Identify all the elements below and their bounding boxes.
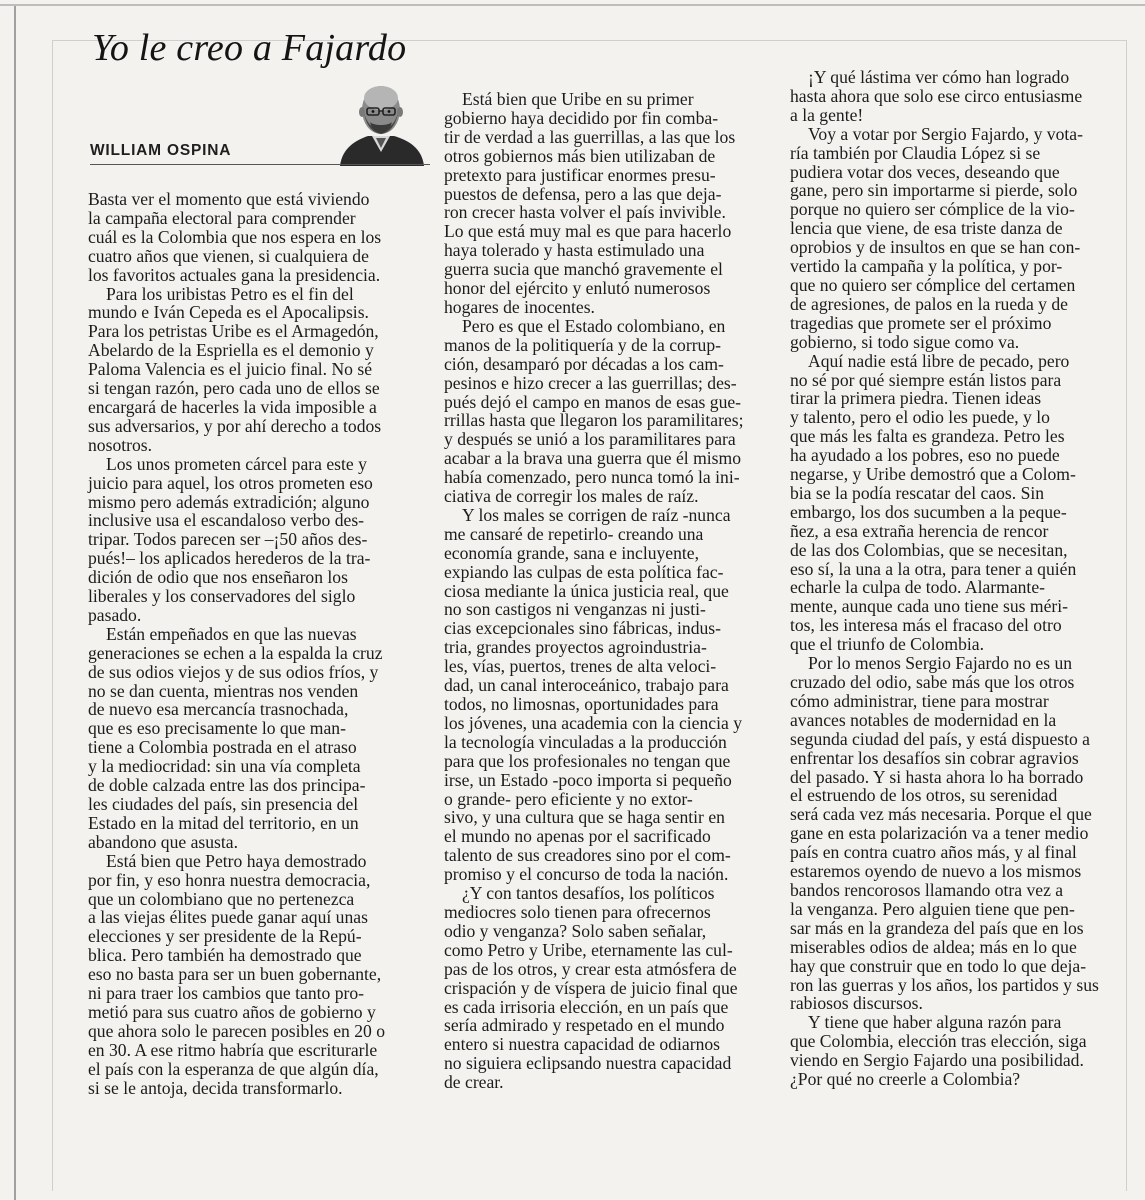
column-3 bbox=[790, 68, 1126, 1089]
paragraph: Pero es que el Estado colombiano, en manos de la politiquería y de la corrup- ción, desamparó por décadas a los cam- pesinos e hizo crecer a las guerrillas; des- pués dejó el campo en manos de esas gue- rrillas hasta que llegaron los paramilitares; y después se unió a los paramilitares para acabar a la brava una guerra que él mismo había comenzado, pero nunca tomó la ini- ciativa de corregir los males de raíz. bbox=[444, 315, 744, 507]
paragraph: Está bien que Uribe en su primer gobierno haya decidido por fin comba- tir de verdad a las guerrillas, a las que los otros gobiernos más bien utilizaban de pretexto para justificar enormes presu- puestos de defensa, pero a las que deja- ron crecer hasta volver el país invivible. Lo que está muy mal es que para hacerlo haya tolerado y hasta estimulado una guerra sucia que manchó gravemente el honor del ejército y enlutó numerosos hogares de inocentes. bbox=[444, 89, 736, 317]
paragraph: Por lo menos Sergio Fajardo no es un cruzado del odio, sabe más que los otros cómo administrar, tiene para mostrar avances notables de modernidad en la segunda ciudad del país, y está dispuesto a enfrentar los desafíos sin cobrar agravios del pasado. Y si hasta ahora lo ha borrado el estruendo de los otros, su serenidad será cada vez más necesaria. Porque el que gane en esta polarización va a tener medio país en contra cuatro años más, y al final estaremos oyendo de nuevo a los mismos bandos rencorosos llamando otra vez a la venganza. Pero alguien tiene que pen- sar más en la grandeza del país que en los miserables odios de aldea; más en lo que hay que construir que en todo lo que deja- ron las guerras y los años, los partidos y sus rabiosos discursos. bbox=[790, 653, 1099, 1014]
paragraph: Basta ver el momento que está viviendo la campaña electoral para comprender cuál es la Colombia que nos espera en los cuatro años que vienen, si cualquiera de los favoritos actuales gana la presidencia. bbox=[88, 189, 382, 285]
top-border bbox=[0, 4, 1145, 6]
left-border bbox=[14, 6, 16, 1200]
paragraph: Y tiene que haber alguna razón para que Colombia, elección tras elección, siga viendo en Sergio Fajardo una posibilidad. ¿Por qué no creerle a Colombia? bbox=[790, 1012, 1087, 1090]
author-name: WILLIAM OSPINA bbox=[90, 142, 232, 159]
column-1 bbox=[88, 190, 424, 1098]
paragraph: Los unos prometen cárcel para este y juicio para aquel, los otros prometen eso mismo pero además extradición; alguno inclusive usa el escandaloso verbo des- tripar. Todos parecen ser –¡50 años des- pués!– los aplicados herederos de la tra- dición de odio que nos enseñaron los liberales y los conservadores del siglo pasado. bbox=[88, 453, 373, 625]
author-portrait bbox=[332, 78, 430, 166]
paragraph: Aquí nadie está libre de pecado, pero no sé por qué siempre están listos para tirar la primera piedra. Tienen ideas y talento, pero el odio les puede, y lo que más les falta es grandeza. Petro les ha ayudado a los pobres, eso no puede negarse, y Uribe demostró que a Colom- bia se la podía rescatar del caos. Sin embargo, los dos sucumben a la peque- ñez, a esa extraña herencia de rencor de las dos Colombias, que se necesitan, eso sí, la una a la otra, para tener a quién echarle la culpa de todo. Alarmante- mente, aunque cada uno tiene sus méri- tos, les interesa más el fracaso del otro que el triunfo de Colombia. bbox=[790, 350, 1077, 655]
paragraph: Y los males se corrigen de raíz -nunca me cansaré de repetirlo- creando una economía grande, sana e incluyente, expiando las culpas de esta política fac- ciosa mediante la única justicia real, que no son castigos ni venganzas ni justi- cias excepcionales sino fábricas, indus- tria, grandes proyectos agroindustria- les, vías, puertos, trenes de alta veloci- dad, un canal interoceánico, trabajo para todos, no limosnas, oportunidades para los jóvenes, una academia con la ciencia y la tecnología vinculadas a la producción para que los profesionales no tengan que irse, un Estado -poco importa si pequeño o grande- pero eficiente y no extor- sivo, y una cultura que se haga sentir en el mundo no apenas por el sacrificado talento de sus creadores sino por el com- promiso y el concurso de toda la nación. bbox=[444, 504, 742, 885]
paragraph: Para los uribistas Petro es el fin del mundo e Iván Cepeda es el Apocalipsis. Para los petristas Uribe es el Armagedón, Abelardo de la Espriella es el demonio y Paloma Valencia es el juicio final. No sé si tengan razón, pero cada uno de ellos se encargará de hacerles la vida imposible a sus adversarios, y por ahí derecho a todos nosotros. bbox=[88, 283, 382, 455]
paragraph: Está bien que Petro haya demostrado por fin, y eso honra nuestra democracia, que un colombiano que no pertenezca a las viejas élites puede ganar aquí unas elecciones y ser presidente de la Repú- blica. Pero también ha demostrado que eso no basta para ser un buen gobernante, ni para traer los cambios que tanto pro- metió para sus cuatro años de gobierno y que ahora solo le parecen posibles en 20 o en 30. A ese ritmo habría que escriturarle el país con la esperanza de que algún día, si se le antoja, decida transformarlo. bbox=[88, 850, 386, 1098]
paragraph: ¿Y con tantos desafíos, los políticos mediocres solo tienen para ofrecernos odio y venganza? Solo saben señalar, como Petro y Uribe, eternamente las cul- pas de los otros, y crear esta atmósfera de crispación y de víspera de juicio final que es cada irrisoria elección, en un país que sería admirado y respetado en el mundo entero si nuestra capacidad de odiarnos no siguiera eclipsando nuestra capacidad de crear. bbox=[444, 883, 738, 1093]
article-title: Yo le creo a Fajardo bbox=[92, 27, 407, 69]
paragraph: ¡Y qué lástima ver cómo han logrado hasta ahora que solo ese circo entusiasme a la gente! bbox=[790, 67, 1083, 125]
column-2 bbox=[444, 90, 780, 1092]
author-underline bbox=[90, 164, 430, 165]
paragraph: Están empeñados en que las nuevas generaciones se echen a la espalda la cruz de sus odios viejos y de sus odios fríos, y no se dan cuenta, mientras nos venden de nuevo esa mercancía trasnochada, que es eso precisamente lo que man- tiene a Colombia postrada en el atraso y la mediocridad: sin una vía completa de doble calzada entre las dos principa- les ciudades del país, sin presencia del Estado en la mitad del territorio, en un abandono que asusta. bbox=[88, 623, 383, 852]
paragraph: Voy a votar por Sergio Fajardo, y vota- ría también por Claudia López si se pudiera votar dos veces, deseando que gane, pero sin importarme si pierde, solo porque no quiero ser cómplice de la vio- lencia que viene, de esa triste danza de oprobios y de insultos en que se han con- vertido la campaña y la política, y por- que no quiero ser cómplice del certamen de agresiones, de palos en la rueda y de tragedias que promete ser el próximo gobierno, si todo sigue como va. bbox=[790, 123, 1083, 352]
